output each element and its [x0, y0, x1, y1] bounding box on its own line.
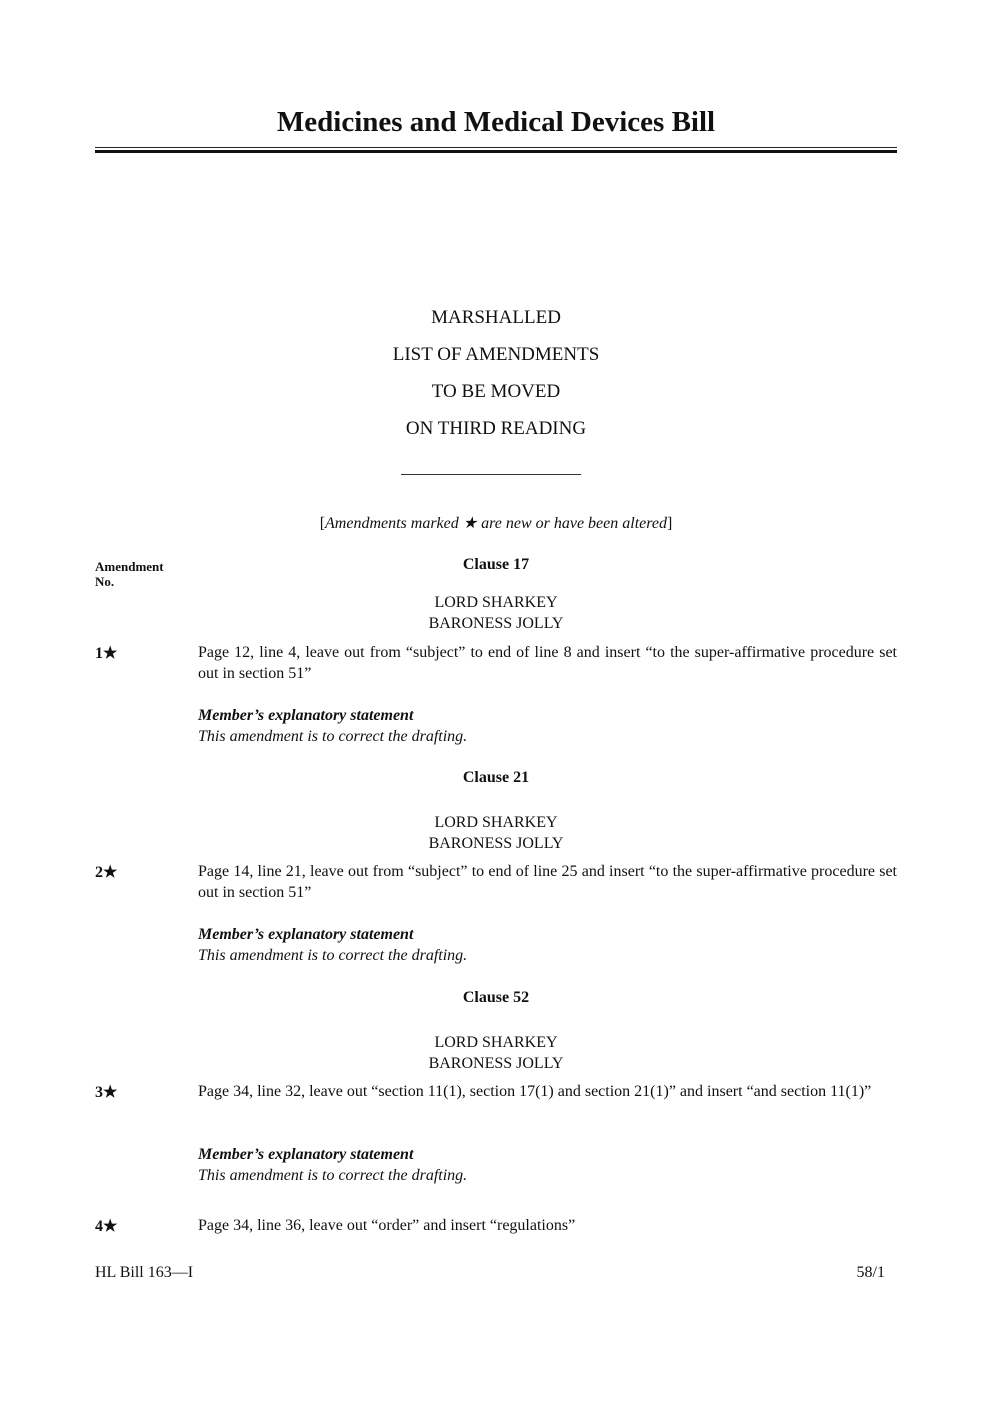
- member-name: LORD SHARKEY: [434, 1034, 558, 1051]
- explanatory-statement-text: This amendment is to correct the drafting.: [198, 728, 468, 745]
- column-header-line: No.: [95, 574, 115, 589]
- heading-line: LIST OF AMENDMENTS: [392, 344, 600, 365]
- heading-line: ON THIRD READING: [405, 418, 587, 439]
- amendment-number: 4★: [95, 1218, 118, 1235]
- heading-line: TO BE MOVED: [431, 381, 561, 402]
- amendment-text: Page 34, line 32, leave out “section 11(1), section 17(1) and section 21(1)” and insert “and section 11(1)”: [198, 1083, 872, 1100]
- clause-heading: Clause 21: [462, 769, 530, 786]
- amendments-note: [95, 513, 897, 533]
- member-name: BARONESS JOLLY: [428, 1055, 564, 1072]
- amendment-text: Page 14, line 21, leave out from “subject” to end of line 25 and insert “to the super-affirmative procedure set out in section 51”: [198, 863, 897, 901]
- explanatory-statement-heading: Member’s explanatory statement: [198, 926, 414, 943]
- amendment-number: 3★: [95, 1084, 118, 1101]
- explanatory-statement-text: This amendment is to correct the drafting.: [198, 1167, 468, 1184]
- note-text: Amendments marked ★ are new or have been altered: [325, 515, 667, 532]
- explanatory-statement-heading: Member’s explanatory statement: [198, 707, 414, 724]
- list-heading: [95, 304, 897, 452]
- amendment-text: Page 12, line 4, leave out from “subject” to end of line 8 and insert “to the super-affirmative procedure set out in section 51”: [198, 644, 897, 682]
- heading-line: MARSHALLED: [431, 307, 561, 328]
- amendment-number: 2★: [95, 864, 118, 881]
- explanatory-statement-text: This amendment is to correct the drafting.: [198, 947, 468, 964]
- amendment-text: Page 34, line 36, leave out “order” and insert “regulations”: [198, 1217, 576, 1234]
- bill-reference: HL Bill 163—I: [95, 1264, 194, 1281]
- explanatory-statement-heading: Member’s explanatory statement: [198, 1146, 414, 1163]
- document-title: Medicines and Medical Devices Bill: [276, 106, 716, 138]
- member-name: BARONESS JOLLY: [428, 835, 564, 852]
- clause-heading: Clause 17: [462, 556, 530, 573]
- clause-heading: Clause 52: [462, 989, 530, 1006]
- member-name: LORD SHARKEY: [434, 594, 558, 611]
- column-header-line: Amendment: [95, 559, 164, 574]
- note-bracket-close: ]: [666, 515, 673, 532]
- amendment-number: 1★: [95, 645, 118, 662]
- member-name: LORD SHARKEY: [434, 814, 558, 831]
- section-divider: [401, 474, 581, 475]
- title-rule-thick: [95, 150, 897, 153]
- note-bracket-open: [: [319, 515, 326, 532]
- page-reference: 58/1: [856, 1264, 885, 1281]
- title-rule-thin: [95, 147, 897, 148]
- member-name: BARONESS JOLLY: [428, 615, 564, 632]
